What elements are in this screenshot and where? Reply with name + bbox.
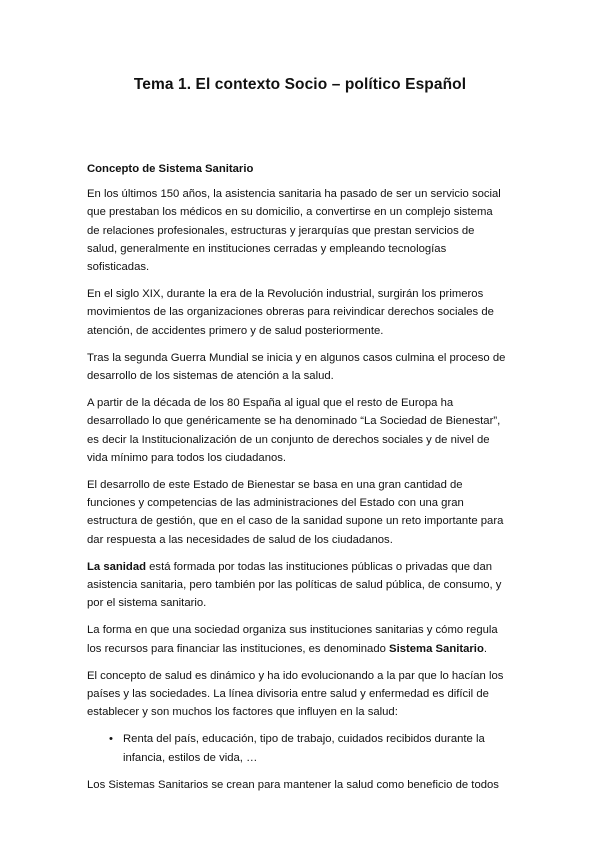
document-body <box>87 160 507 803</box>
section-heading: Concepto de Sistema Sanitario <box>87 163 254 175</box>
paragraph-sistema-sanitario <box>87 621 507 657</box>
term-sanidad: La sanidad <box>87 560 147 573</box>
paragraph-industrial-revolution: En el siglo XIX, durante la era de la Revolución industrial, surgirán los primeros movimientos de las organizaciones obreras para reivindicar derechos sociales de atención, de accidentes primero y de salud posteriormente. <box>87 288 494 337</box>
document-title: Tema 1. El contexto Socio – político Español <box>133 76 467 93</box>
paragraph-sistema-end: . <box>483 642 487 655</box>
bullet-list <box>87 730 507 766</box>
paragraph-welfare-state: El desarrollo de este Estado de Bienestar se basa en una gran cantidad de funciones y competencias de las administraciones del Estado con una gran estructura de gestión, que en el caso de la sanidad supone un reto importante para dar respuesta a las necesidades de salud de los ciudadanos. <box>87 479 504 546</box>
paragraph-sanidad <box>87 558 507 613</box>
paragraph-history: En los últimos 150 años, la asistencia sanitaria ha pasado de ser un servicio social que prestaban los médicos en su domicilio, a convertirse en un complejo sistema de relaciones profesionales, estructuras y jerarquías que prestan servicios de salud, generalmente en instituciones cerradas y empleando tecnologías sofisticadas. <box>87 188 501 274</box>
paragraph-welfare-society: A partir de la década de los 80 España al igual que el resto de Europa ha desarrollado lo que genéricamente se ha denominado “La Sociedad de Bienestar”, es decir la Institucionalización de un conjunto de derechos sociales y de nivel de vida mínimo para todos los ciudadanos. <box>87 397 501 464</box>
term-sistema-sanitario: Sistema Sanitario <box>389 642 484 655</box>
paragraph-sistema-text: La forma en que una sociedad organiza sus instituciones sanitarias y cómo regula los recursos para financiar las instituciones, es denominado <box>87 624 498 655</box>
paragraph-health-concept: El concepto de salud es dinámico y ha ido evolucionando a la par que lo hacían los países y las sociedades. La línea divisoria entre salud y enfermedad es difícil de establecer y son muchos los factores que influyen en la salud: <box>87 669 504 719</box>
list-item-text: Renta del país, educación, tipo de trabajo, cuidados recibidos durante la infancia, estilos de vida, … <box>123 733 485 764</box>
paragraph-world-war: Tras la segunda Guerra Mundial se inicia y en algunos casos culmina el proceso de desarrollo de los sistemas de atención a la salud. <box>87 351 506 383</box>
paragraph-sanidad-text: está formada por todas las instituciones públicas o privadas que dan asistencia sanitaria, pero también por las políticas de salud pública, de consumo, y por el sistema sanitario. <box>87 560 502 610</box>
paragraph-health-systems: Los Sistemas Sanitarios se crean para mantener la salud como beneficio de todos <box>87 778 499 791</box>
list-item <box>109 730 507 766</box>
bullet-icon: • <box>109 733 113 746</box>
